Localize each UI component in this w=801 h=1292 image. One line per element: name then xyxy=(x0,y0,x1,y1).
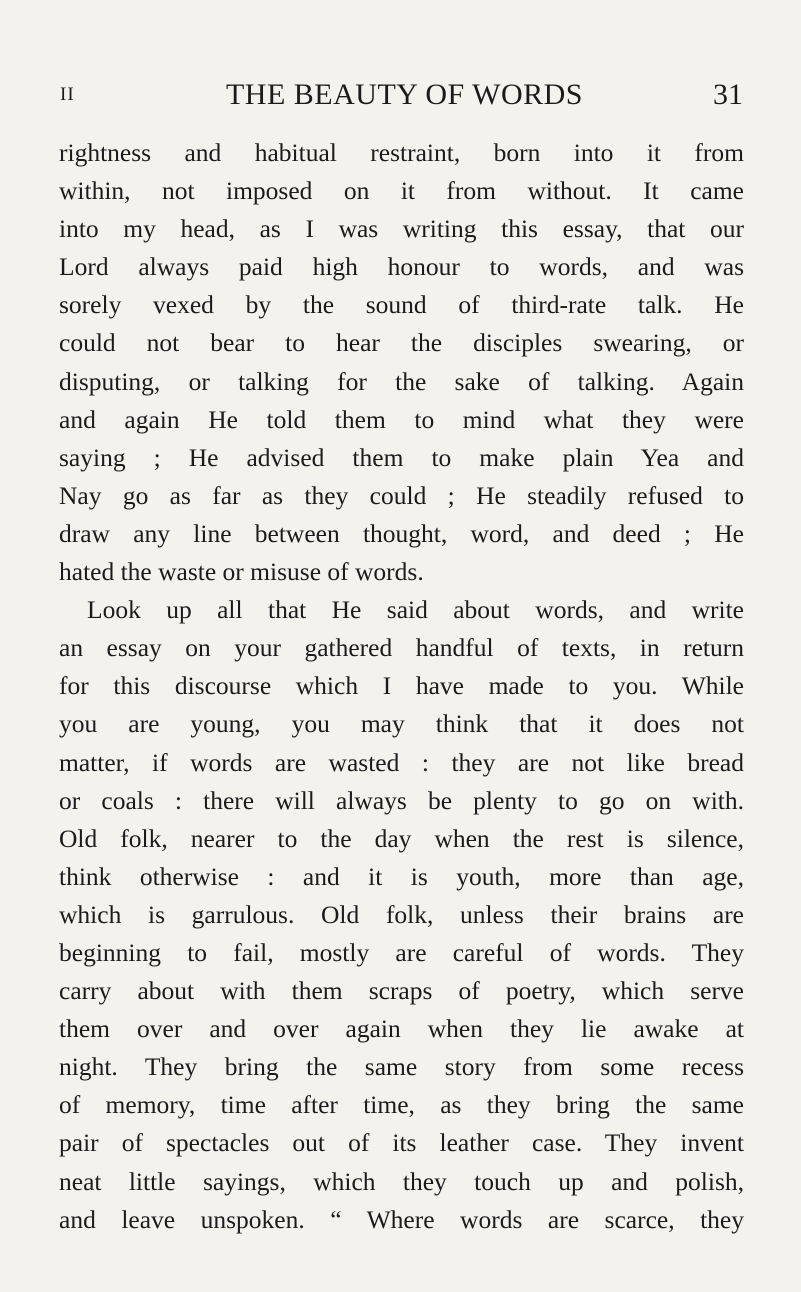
paragraph-start-line: Look up all that He said about words, and write xyxy=(87,595,744,625)
text-line: draw any line between thought, word, and deed ; He xyxy=(59,518,744,548)
text-line: pair of spectacles out of its leather case. They invent xyxy=(59,1128,744,1158)
text-line: could not bear to hear the disciples swearing, or xyxy=(59,328,744,358)
text-line: matter, if words are wasted : they are not like bread xyxy=(59,747,744,777)
chapter-number: II xyxy=(60,84,75,105)
body-text xyxy=(59,134,744,1239)
text-line: within, not imposed on it from without. It came xyxy=(59,176,744,206)
text-line: carry about with them scraps of poetry, which serve xyxy=(59,976,744,1006)
text-line: into my head, as I was writing this essay, that our xyxy=(59,214,744,244)
running-head xyxy=(60,78,743,118)
text-line: and leave unspoken. “ Where words are scarce, they xyxy=(59,1204,744,1234)
text-line: Lord always paid high honour to words, and was xyxy=(59,252,744,282)
text-line: saying ; He advised them to make plain Yea and xyxy=(59,442,744,472)
paragraph-end-line: hated the waste or misuse of words. xyxy=(59,557,424,587)
text-line: an essay on your gathered handful of texts, in return xyxy=(59,633,744,663)
text-line: Nay go as far as they could ; He steadily refused to xyxy=(59,480,744,510)
text-line: rightness and habitual restraint, born into it from xyxy=(59,138,744,167)
text-line: sorely vexed by the sound of third-rate talk. He xyxy=(59,290,744,320)
page-number: 31 xyxy=(713,78,743,111)
running-head-title: THE BEAUTY OF WORDS xyxy=(225,78,583,111)
text-line: them over and over again when they lie awake at xyxy=(59,1014,744,1044)
text-line: think otherwise : and it is youth, more than age, xyxy=(59,861,744,891)
text-line: for this discourse which I have made to you. While xyxy=(59,671,744,701)
text-line: Old folk, nearer to the day when the rest is silence, xyxy=(59,823,744,853)
text-line: night. They bring the same story from some recess xyxy=(59,1052,744,1082)
text-line: disputing, or talking for the sake of talking. Again xyxy=(59,366,744,396)
text-line: beginning to fail, mostly are careful of words. They xyxy=(59,937,744,967)
text-line: of memory, time after time, as they bring the same xyxy=(59,1090,744,1120)
text-line: which is garrulous. Old folk, unless their brains are xyxy=(59,899,744,929)
text-line: you are young, you may think that it does not xyxy=(59,709,744,739)
text-line: or coals : there will always be plenty to go on with. xyxy=(59,785,744,815)
text-line: and again He told them to mind what they were xyxy=(59,404,744,434)
text-line: neat little sayings, which they touch up and polish, xyxy=(59,1166,744,1196)
